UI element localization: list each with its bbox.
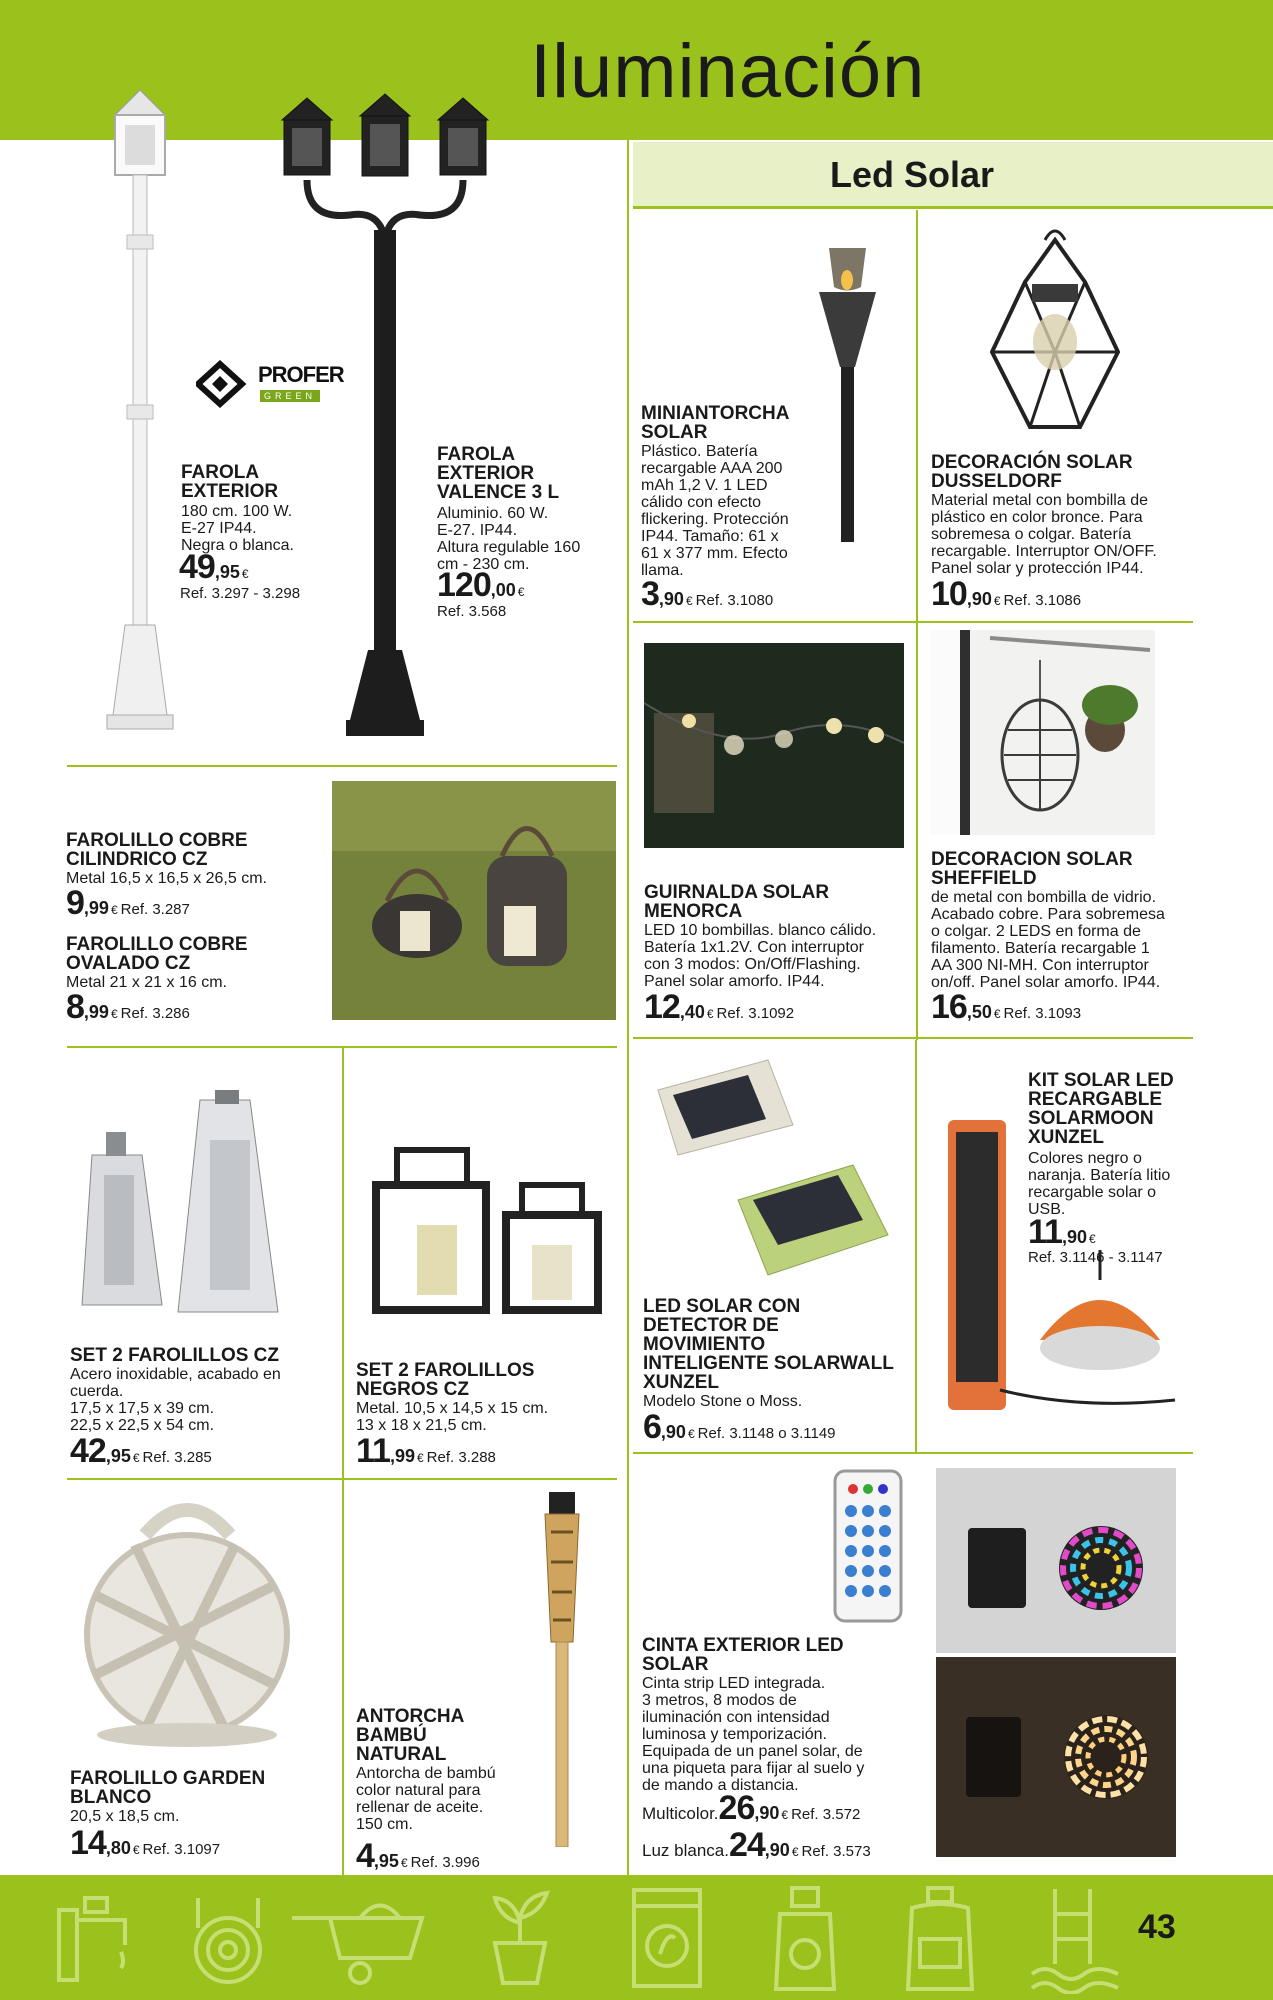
product-description: Aluminio. 60 W. E-27. IP44. Altura regulable 160 cm - 230 cm. xyxy=(437,505,581,573)
black-triple-street-lamp-image xyxy=(270,90,500,745)
column-divider xyxy=(342,1048,344,1875)
white-street-lamp-image xyxy=(95,85,185,745)
detergent-bottle-icon xyxy=(900,1884,980,1994)
faucet-icon xyxy=(55,1890,145,1985)
black-lanterns-image xyxy=(372,1130,607,1315)
product-name: LED SOLAR CON DETECTOR DE MOVIMIENTO INTELIGENTE SOLARWALL XUNZEL xyxy=(643,1296,894,1393)
row-divider xyxy=(67,1478,617,1480)
page-title: Iluminación xyxy=(530,29,926,114)
product-name: KIT SOLAR LED RECARGABLE SOLARMOON XUNZEL xyxy=(1028,1070,1174,1148)
spray-bottle-icon xyxy=(770,1884,840,1994)
column-divider xyxy=(915,1040,917,1452)
product-price: 11,90 € xyxy=(1028,1213,1096,1251)
product-price: 120,00 € xyxy=(437,566,525,604)
product-price-white: Luz blanca.24,90 € Ref. 3.573 xyxy=(642,1826,871,1864)
string-lights-photo xyxy=(644,643,904,848)
product-price: 14,80 € Ref. 3.1097 xyxy=(70,1824,221,1862)
product-description: 180 cm. 100 W. E-27 IP44. Negra o blanca. xyxy=(181,503,294,554)
product-name: MINIANTORCHA SOLAR xyxy=(641,403,790,443)
product-description: Metal 21 x 21 x 16 cm. xyxy=(66,974,227,991)
product-name: DECORACIÓN SOLAR DUSSELDORF xyxy=(931,452,1133,492)
brand-sub: GREEN xyxy=(260,390,320,402)
product-description: Modelo Stone o Moss. xyxy=(643,1393,803,1410)
product-description: Acero inoxidable, acabado en cuerda. 17,5 x 17,5 x 39 cm. 22,5 x 22,5 x 54 cm. xyxy=(70,1366,281,1434)
bamboo-torch-image xyxy=(537,1492,587,1847)
product-price: 16,50 € Ref. 3.1093 xyxy=(931,988,1082,1026)
product-name: FAROLILLO GARDEN BLANCO xyxy=(70,1768,266,1808)
copper-lanterns-photo xyxy=(332,781,616,1020)
product-description: Antorcha de bambú color natural para rellenar de aceite. 150 cm. xyxy=(356,1765,496,1833)
wheelbarrow-icon xyxy=(290,1888,430,1988)
warm-led-strip-photo xyxy=(936,1657,1176,1857)
product-price: 11,99 € Ref. 3.288 xyxy=(356,1432,496,1470)
product-price: 49,95 € xyxy=(179,548,249,586)
product-description: Plástico. Batería recargable AAA 200 mAh 1,2 V. 1 LED cálido con efecto flickering. Protección IP44. Tamaño: 61 x 61 x 377 mm. Efecto llama. xyxy=(641,443,789,579)
product-description: Cinta strip LED integrada. 3 metros, 8 modos de iluminación con intensidad luminosa y temporización. Equipada de un panel solar, de una piqueta para fijar al suelo y de mando a distancia. xyxy=(642,1675,865,1794)
product-description: Metal. 10,5 x 14,5 x 15 cm. 13 x 18 x 21,5 cm. xyxy=(356,1400,549,1434)
product-name: SET 2 FAROLILLOS CZ xyxy=(70,1345,280,1366)
product-name: FAROLILLO COBRE CILINDRICO CZ xyxy=(66,830,248,870)
product-price: 3,90 € Ref. 3.1080 xyxy=(641,575,774,613)
product-name: FAROLA EXTERIOR xyxy=(181,462,279,502)
product-price: 10,90 € Ref. 3.1086 xyxy=(931,575,1082,613)
remote-control-image xyxy=(833,1469,903,1624)
brand-name: PROFER xyxy=(258,362,344,387)
product-name: ANTORCHA BAMBÚ NATURAL xyxy=(356,1706,465,1765)
product-price: 42,95 € Ref. 3.285 xyxy=(70,1432,212,1470)
product-price: 8,99 € Ref. 3.286 xyxy=(66,988,190,1026)
product-name: FAROLILLO COBRE OVALADO CZ xyxy=(66,934,248,974)
solar-wall-lights-image xyxy=(648,1045,898,1280)
product-ref: Ref. 3.1146 - 3.1147 xyxy=(1028,1249,1163,1266)
seed-bag-icon xyxy=(630,1886,705,1991)
product-description: Material metal con bombilla de plástico en color bronce. Para sobremesa o colgar. Batería recargable. Interruptor ON/OFF. Panel solar y protección IP44. xyxy=(931,492,1157,577)
white-wicker-lantern-image xyxy=(75,1495,300,1750)
hose-icon xyxy=(178,1888,278,1988)
product-price: 12,40 € Ref. 3.1092 xyxy=(644,988,795,1026)
product-price: 9,99 € Ref. 3.287 xyxy=(66,884,190,922)
plant-pot-icon xyxy=(485,1888,555,1988)
product-price-multicolor: Multicolor.26,90 € Ref. 3.572 xyxy=(642,1789,861,1827)
product-name: FAROLA EXTERIOR VALENCE 3 L xyxy=(437,444,560,503)
row-divider xyxy=(67,1046,617,1048)
product-ref: Ref. 3.568 xyxy=(437,603,507,620)
column-divider xyxy=(916,210,918,1040)
product-description: Colores negro o naranja. Batería litio recargable solar o USB. xyxy=(1028,1150,1171,1218)
mini-solar-torch-image xyxy=(815,242,880,547)
product-ref: Ref. 3.297 - 3.298 xyxy=(180,585,301,602)
product-name: SET 2 FAROLILLOS NEGROS CZ xyxy=(356,1360,535,1400)
row-divider xyxy=(633,1452,1193,1454)
geometric-solar-lantern-image xyxy=(990,222,1120,432)
column-divider xyxy=(627,140,629,1875)
row-divider xyxy=(67,765,617,767)
product-description: 20,5 x 18,5 cm. xyxy=(70,1808,180,1825)
steel-lanterns-image xyxy=(80,1080,300,1325)
product-description: LED 10 bombillas. blanco cálido. Batería 1x1.2V. Con interruptor con 3 modos: On/Off/Flashing. Panel solar amorfo. IP44. xyxy=(644,922,877,990)
section-title: Led Solar xyxy=(830,154,995,195)
multicolor-led-strip-photo xyxy=(936,1468,1176,1653)
product-price: 6,90 € Ref. 3.1148 o 3.1149 xyxy=(643,1408,836,1446)
row-divider xyxy=(633,1037,1193,1039)
hanging-solar-lanterns-photo xyxy=(930,630,1155,835)
pool-ladder-icon xyxy=(1030,1884,1120,1994)
row-divider xyxy=(633,621,1193,623)
product-name: GUIRNALDA SOLAR MENORCA xyxy=(644,882,830,922)
product-description: de metal con bombilla de vidrio. Acabado cobre. Para sobremesa o colgar. 2 LEDS en forma de filamento. Batería recargable 1 AA 300 NI-MH. Con interruptor on/off. Panel solar amorfo. IP44. xyxy=(931,889,1165,991)
product-name: CINTA EXTERIOR LED SOLAR xyxy=(642,1635,844,1675)
product-description: Metal 16,5 x 16,5 x 26,5 cm. xyxy=(66,870,267,887)
product-price: 4,95 € Ref. 3.996 xyxy=(356,1837,480,1875)
product-name: DECORACION SOLAR SHEFFIELD xyxy=(931,849,1133,889)
page-number: 43 xyxy=(1138,1908,1176,1946)
